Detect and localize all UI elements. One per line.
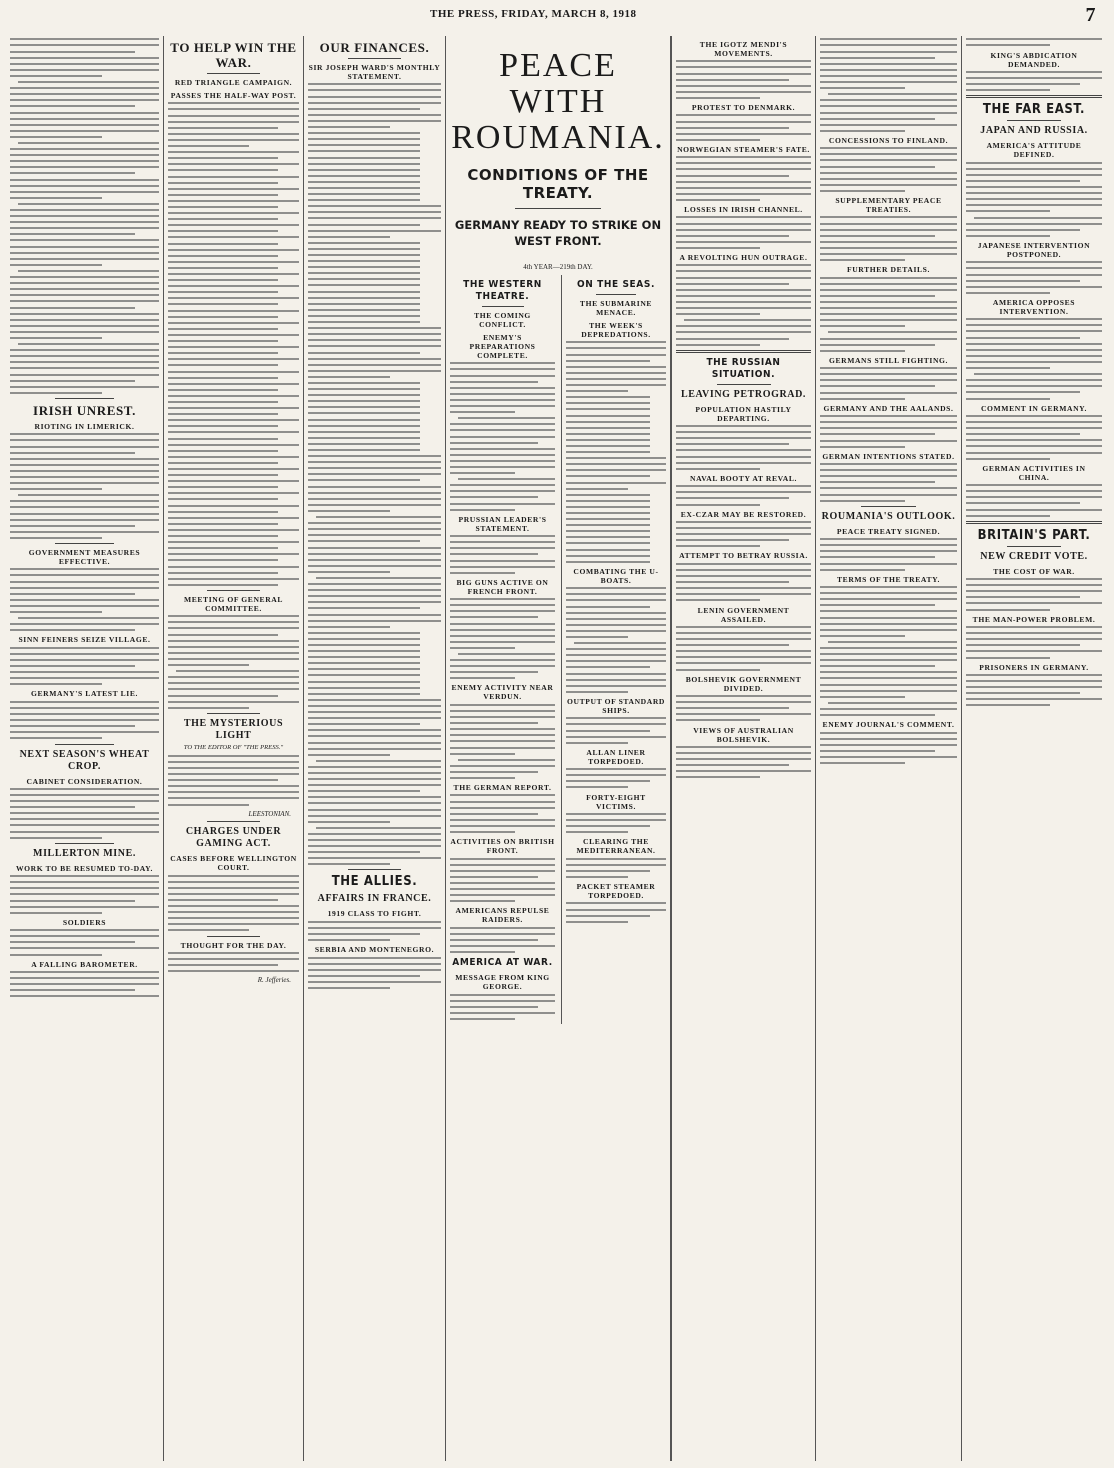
subhead-serbia: SERBIA AND MONTENEGRO. (314, 945, 435, 955)
article-body (10, 647, 159, 686)
divider (482, 306, 524, 307)
headline-germany-ready: GERMANY READY TO STRIKE ON WEST FRONT. (454, 218, 662, 248)
war-day-counter: 4th YEAR—219th DAY. (523, 263, 593, 271)
divider (55, 744, 115, 745)
divider (207, 590, 259, 591)
divider (1007, 546, 1061, 547)
divider (596, 294, 636, 295)
public-works-table (308, 632, 441, 695)
headline-wheat-crop: NEXT SEASON'S WHEAT CROP. (19, 748, 150, 772)
subhead-supplementary: SUPPLEMENTARY PEACE TREATIES. (835, 196, 942, 215)
subhead-australian-bolshevik: VIEWS OF AUSTRALIAN BOLSHEVIK. (693, 725, 794, 744)
article-body (676, 60, 811, 99)
article-body (10, 701, 159, 740)
headline-mysterious-light: THE MYSTERIOUS LIGHT (183, 717, 284, 741)
article-body (676, 425, 811, 470)
column-5 (671, 36, 815, 1461)
subhead-america-attitude: AMERICA'S ATTITUDE DEFINED. (986, 141, 1082, 160)
subhead-comment-germany: COMMENT IN GERMANY. (980, 403, 1088, 413)
divider (515, 208, 601, 209)
divider (966, 95, 1102, 98)
article-body (966, 578, 1102, 610)
subhead-lenin-assailed: LENIN GOVERNMENT ASSAILED. (697, 605, 790, 624)
article-body (10, 929, 159, 955)
article-body (10, 38, 159, 393)
subhead-forty-eight: FORTY-EIGHT VICTIMS. (586, 792, 646, 811)
headline-thought: THOUGHT FOR THE DAY. (180, 940, 287, 950)
subhead-abdication: KING'S ABDICATION DEMANDED. (990, 50, 1078, 69)
subhead-manpower: THE MAN-POWER PROBLEM. (972, 614, 1096, 624)
center-column (445, 36, 671, 1461)
article-body (820, 538, 957, 570)
article-body (10, 875, 159, 914)
article-body (820, 586, 957, 716)
article-body (308, 205, 441, 237)
article-body (820, 38, 957, 131)
headline-roumania-outlook: ROUMANIA'S OUTLOOK. (821, 510, 956, 522)
subhead-hun-outrage: A REVOLTING HUN OUTRAGE. (679, 253, 808, 262)
subhead-1919-class: 1919 CLASS TO FIGHT. (327, 909, 422, 919)
headline-far-east: THE FAR EAST. (982, 102, 1086, 118)
thought-author: R. Jefferies. (257, 976, 291, 985)
article-body (450, 598, 555, 679)
article-body (676, 563, 811, 602)
subhead-british-front: ACTIVITIES ON BRITISH FRONT. (450, 837, 555, 856)
subhead-ex-czar: EX-CZAR MAY BE RESTORED. (680, 509, 807, 519)
column-6 (815, 36, 961, 1461)
headline-millerton: MILLERTON MINE. (33, 847, 136, 859)
divider (207, 713, 259, 714)
article-body (566, 902, 666, 922)
subhead-uboats: COMBATING THE U-BOATS. (573, 566, 659, 585)
article-body (676, 746, 811, 778)
subhead-soldiers: SOLDIERS (62, 917, 107, 927)
subhead-output-ships: OUTPUT OF STANDARD SHIPS. (567, 696, 665, 715)
subhead-millerton: WORK TO BE RESUMED TO-DAY. (15, 863, 154, 873)
divider (55, 398, 115, 399)
article-body (676, 114, 811, 140)
subhead-igotz-mendi: THE IGOTZ MENDI'S MOVEMENTS. (699, 40, 788, 58)
columns-grid (6, 36, 1106, 1461)
subhead-americans-repulse: AMERICANS REPULSE RAIDERS. (455, 906, 550, 925)
article-body (820, 415, 957, 447)
headline-peace-line1: PEACE WITH (499, 47, 617, 120)
column-7 (961, 36, 1106, 1461)
article-body (966, 38, 1102, 46)
article-body (966, 261, 1102, 293)
divider (55, 543, 115, 544)
subhead-coming-conflict: THE COMING CONFLICT. (474, 311, 531, 329)
article-body (450, 794, 555, 833)
subhead-german-report: THE GERMAN REPORT. (453, 783, 552, 793)
subhead-treaty-terms: TERMS OF THE TREATY. (836, 574, 940, 584)
article-body (308, 957, 441, 989)
article-body (450, 858, 555, 903)
subhead-depredations: THE WEEK'S DEPREDATIONS. (581, 321, 651, 339)
article-body (168, 102, 299, 147)
subhead-china: GERMAN ACTIVITIES IN CHINA. (982, 463, 1086, 482)
column-3 (303, 36, 445, 1461)
article-body (566, 813, 666, 833)
article-body (308, 327, 441, 378)
headline-america-at-war: AMERICA AT WAR. (452, 957, 553, 969)
article-body (308, 699, 441, 866)
subcolumn-western (450, 275, 555, 1024)
article-body (676, 626, 811, 671)
article-body (966, 71, 1102, 91)
subhead-enemy-prep: ENEMY'S PREPARATIONS COMPLETE. (469, 333, 536, 360)
subhead-allan-liner: ALLAN LINER TORPEDOED. (586, 747, 646, 766)
headline-our-finances: OUR FINANCES. (319, 40, 430, 55)
headline-britain-part: BRITAIN'S PART. (977, 527, 1091, 543)
article-body (676, 695, 811, 721)
article-body (566, 858, 666, 878)
subhead-big-guns: BIG GUNS ACTIVE ON FRENCH FRONT. (456, 577, 549, 596)
subhead-norwegian: NORWEGIAN STEAMER'S FATE. (677, 144, 810, 154)
center-subcolumns (450, 275, 666, 1024)
headline-leaving-petrograd: LEAVING PETROGRAD. (680, 388, 807, 400)
article-body (10, 788, 159, 839)
article-body (966, 626, 1102, 658)
divider (207, 936, 259, 937)
headline-help-win-war: TO HELP WIN THE WAR. (170, 40, 297, 70)
subhead-half-way: PASSES THE HALF-WAY POST. (170, 91, 297, 100)
article-body (308, 83, 441, 128)
page-number: 7 (1085, 4, 1096, 26)
article-body (10, 971, 159, 997)
article-body (10, 433, 159, 539)
column-1 (6, 36, 163, 1461)
subhead-rioting: RIOTING IN LIMERICK. (34, 421, 135, 431)
headline-russian-situation: THE RUSSIAN SITUATION. (706, 356, 781, 380)
article-body (450, 362, 555, 510)
article-body (966, 415, 1102, 460)
divider (207, 821, 259, 822)
subhead-intervention-postponed: JAPANESE INTERVENTION POSTPONED. (977, 240, 1091, 259)
article-body (566, 457, 666, 489)
shipping-table (566, 396, 666, 453)
subhead-prussian: PRUSSIAN LEADER'S STATEMENT. (458, 514, 547, 533)
subhead-prisoners: PRISONERS IN GERMANY. (979, 662, 1089, 672)
article-body (966, 674, 1102, 706)
divider (348, 869, 401, 870)
article-body (308, 455, 441, 628)
subhead-gov-measures: GOVERNMENT MEASURES EFFECTIVE. (28, 548, 141, 566)
divider (348, 58, 401, 59)
article-body (450, 994, 555, 1020)
headline-gaming-act: CHARGES UNDER GAMING ACT. (185, 826, 282, 850)
column-2 (163, 36, 303, 1461)
divider (966, 521, 1102, 524)
article-body (308, 921, 441, 941)
departments-table (308, 382, 441, 451)
article-body (820, 463, 957, 502)
subhead-population: POPULATION HASTILY DEPARTING. (695, 404, 792, 423)
subhead-verdun: ENEMY ACTIVITY NEAR VERDUN. (451, 683, 554, 702)
subhead-america-opposes: AMERICA OPPOSES INTERVENTION. (992, 297, 1076, 316)
headline-on-the-seas: ON THE SEAS. (577, 279, 655, 290)
subcolumn-seas (561, 275, 666, 1024)
subhead-monthly-statement: SIR JOSEPH WARD'S MONTHLY STATEMENT. (308, 63, 441, 81)
subhead-enemy-comment: ENEMY JOURNAL'S COMMENT. (822, 720, 955, 730)
subhead-treaty-signed: PEACE TREATY SIGNED. (836, 526, 941, 536)
article-body (168, 615, 299, 708)
article-body (676, 521, 811, 547)
subhead-concessions-finland: CONCESSIONS TO FINLAND. (828, 135, 949, 145)
revenue-table (308, 132, 441, 201)
headline-irish-unrest: IRISH UNREST. (33, 402, 136, 418)
divider (861, 506, 916, 507)
headline-peace-line2: ROUMANIA. (451, 119, 665, 156)
divider (717, 384, 771, 385)
subhead-meeting: MEETING OF GENERAL COMMITTEE. (183, 594, 284, 613)
subhead-bolshevik-divided: BOLSHEVIK GOVERNMENT DIVIDED. (685, 674, 802, 693)
subhead-cabinet: CABINET CONSIDERATION. (26, 776, 143, 786)
article-body (820, 216, 957, 261)
subhead-submarine: THE SUBMARINE MENACE. (579, 299, 653, 317)
subhead-king-george: MESSAGE FROM KING GEORGE. (455, 973, 550, 992)
article-body (820, 367, 957, 399)
article-body (676, 156, 811, 201)
letter-salutation: TO THE EDITOR OF "THE PRESS." (183, 743, 284, 751)
article-body (966, 162, 1102, 237)
divider (1007, 120, 1061, 121)
subhead-german-intentions: GERMAN INTENTIONS STATED. (822, 451, 955, 461)
subscription-list (168, 151, 299, 586)
subhead-packet-steamer: PACKET STEAMER TORPEDOED. (576, 882, 656, 901)
article-body (10, 568, 159, 631)
article-body (820, 277, 957, 352)
subhead-barometer: A FALLING BAROMETER. (31, 959, 138, 969)
subhead-betray-russia: ATTEMPT TO BETRAY RUSSIA. (679, 551, 808, 561)
article-body (168, 952, 299, 972)
article-body (168, 755, 299, 806)
article-body (566, 768, 666, 788)
article-body (820, 147, 957, 192)
page-header-title: THE PRESS, FRIDAY, MARCH 8, 1918 (430, 8, 637, 20)
headline-japan-russia: JAPAN AND RUSSIA. (980, 125, 1088, 137)
divider (207, 73, 259, 74)
article-body (566, 587, 666, 693)
subhead-aalands: GERMANY AND THE AALANDS. (823, 403, 954, 413)
subhead-germans-fighting: GERMANS STILL FIGHTING. (828, 355, 949, 365)
subhead-mediterranean: CLEARING THE MEDITERRANEAN. (576, 837, 656, 856)
subhead-further-details: FURTHER DETAILS. (846, 265, 931, 275)
article-body (676, 264, 811, 345)
subhead-cost-of-war: THE COST OF WAR. (993, 566, 1075, 576)
article-body (450, 704, 555, 779)
article-body (820, 732, 957, 764)
article-body (450, 927, 555, 953)
subhead-germany-lie: GERMANY'S LATEST LIE. (30, 689, 139, 699)
article-body (676, 485, 811, 505)
headline-credit-vote: NEW CREDIT VOTE. (980, 550, 1088, 562)
headline-affairs-france: AFFAIRS IN FRANCE. (317, 893, 432, 905)
subhead-protest-denmark: PROTEST TO DENMARK. (691, 103, 796, 113)
subhead-sinn-feiners: SINN FEINERS SEIZE VILLAGE. (18, 635, 151, 645)
headline-the-allies: THE ALLIES. (331, 874, 418, 890)
article-body (566, 341, 666, 392)
subhead-irish-channel: LOSSES IN IRISH CHANNEL. (684, 205, 803, 215)
subhead-wellington-court: CASES BEFORE WELLINGTON COURT. (170, 854, 297, 873)
subhead-naval-booty: NAVAL BOOTY AT REVAL. (690, 473, 797, 483)
divider (55, 843, 115, 844)
subhead-red-triangle: RED TRIANGLE CAMPAIGN. (174, 78, 293, 87)
letter-signature: LEESTONIAN. (248, 809, 291, 818)
expenditure-table (308, 242, 441, 323)
masthead (0, 0, 1114, 36)
article-body (966, 484, 1102, 516)
monthly-losses-table (566, 494, 666, 563)
article-body (676, 216, 811, 248)
article-body (168, 875, 299, 932)
article-body (450, 535, 555, 574)
headline-conditions: CONDITIONS OF THE TREATY. (467, 166, 649, 202)
article-body (966, 318, 1102, 399)
headline-western-theatre: THE WESTERN THEATRE. (463, 279, 542, 302)
divider (676, 350, 811, 353)
article-body (566, 717, 666, 743)
